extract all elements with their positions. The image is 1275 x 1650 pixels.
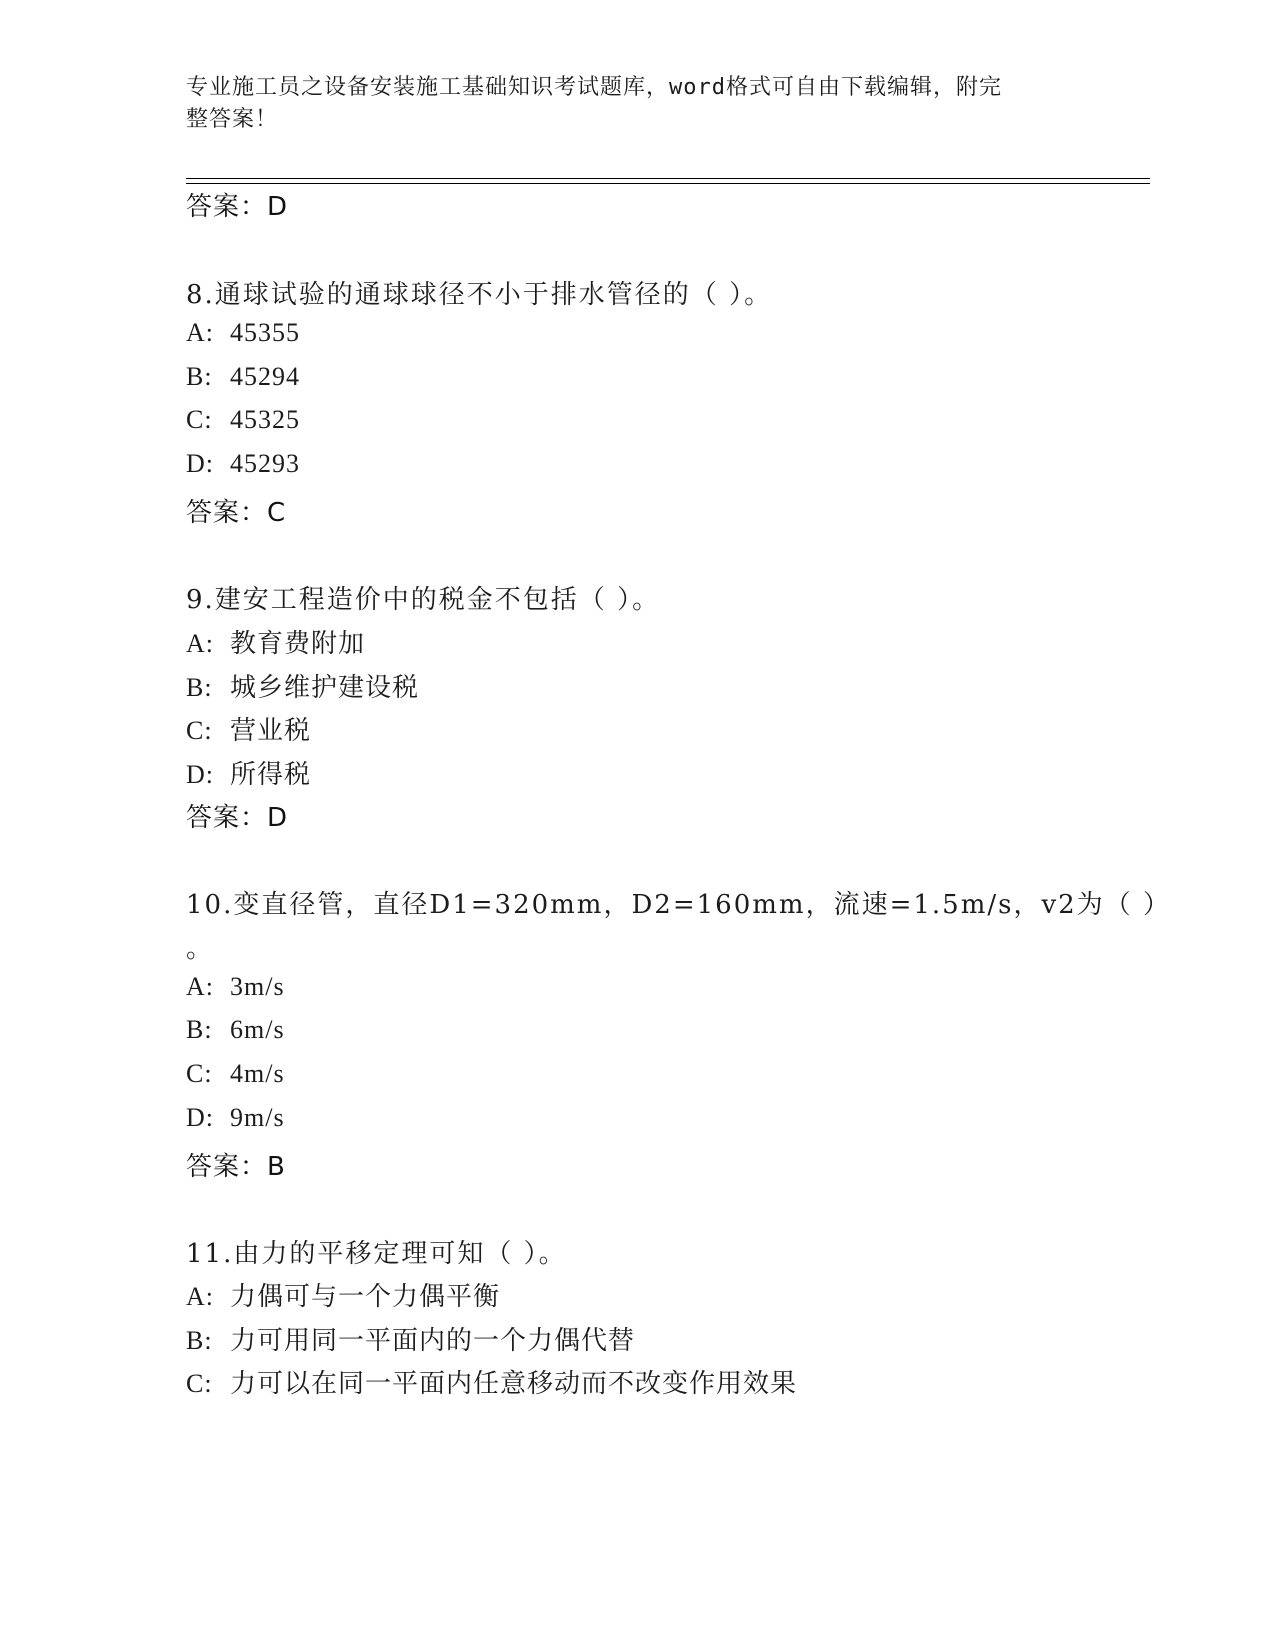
- q11-option-b: B: 力可用同一平面内的一个力偶代替: [186, 1326, 636, 1355]
- q9-option-a: A: 教育费附加: [186, 629, 366, 658]
- q8-option-a: A: 45355: [186, 318, 300, 347]
- document-header: [186, 72, 1066, 136]
- q9-answer: 答案：D: [186, 803, 289, 833]
- q10-answer: 答案：B: [186, 1152, 286, 1182]
- question-11: 11.由力的平移定理可知（ ）。: [186, 1239, 567, 1269]
- question-9: 9.建安工程造价中的税金不包括（ ）。: [186, 585, 661, 615]
- q11-option-a: A: 力偶可与一个力偶平衡: [186, 1282, 501, 1311]
- q8-option-c: C: 45325: [186, 405, 300, 434]
- q9-option-d: D: 所得税: [186, 760, 312, 789]
- question-10: 10.变直径管，直径D1=320mm，D2=160mm，流速=1.5m/s，v2为（ ）: [186, 890, 1171, 920]
- header-line-2: 整答案！: [186, 107, 279, 132]
- q9-option-c: C: 营业税: [186, 716, 312, 745]
- q11-option-c: C: 力可以在同一平面内任意移动而不改变作用效果: [186, 1369, 798, 1398]
- q8-option-b: B: 45294: [186, 362, 300, 391]
- header-divider-top: [186, 178, 1150, 179]
- header-line-1: 专业施工员之设备安装施工基础知识考试题库，word格式可自由下载编辑，附完: [186, 75, 1002, 100]
- q10-option-d: D: 9m/s: [186, 1103, 285, 1132]
- answer-previous: 答案：D: [186, 192, 289, 222]
- q10-option-b: B: 6m/s: [186, 1015, 285, 1044]
- question-8: 8.通球试验的通球球径不小于排水管径的（ ）。: [186, 280, 773, 310]
- q8-answer: 答案：C: [186, 498, 287, 528]
- question-10-continuation: 。: [186, 934, 215, 964]
- q10-option-a: A: 3m/s: [186, 972, 285, 1001]
- header-divider-bottom: [186, 183, 1150, 184]
- q9-option-b: B: 城乡维护建设税: [186, 673, 420, 702]
- q10-option-c: C: 4m/s: [186, 1059, 285, 1088]
- q8-option-d: D: 45293: [186, 449, 300, 478]
